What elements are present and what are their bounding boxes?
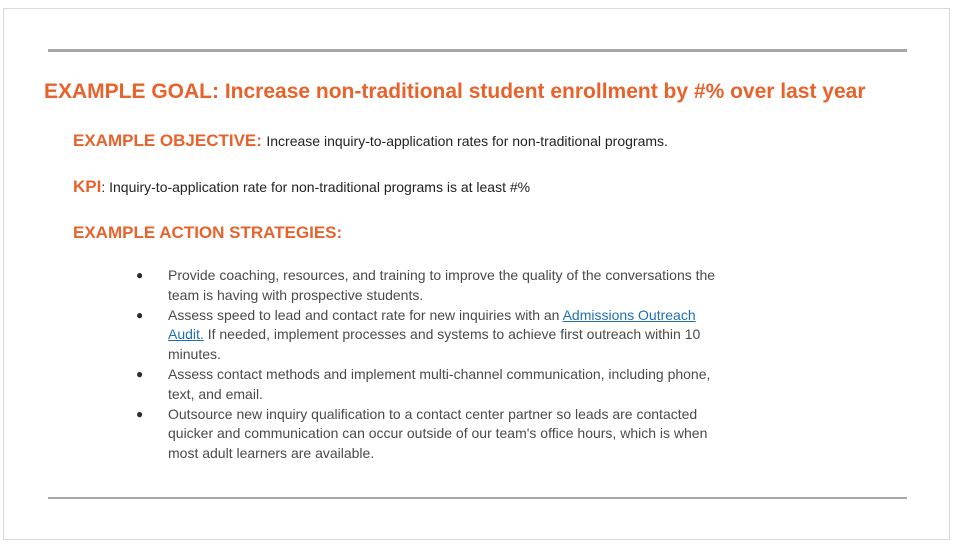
strategy-text-after: If needed, implement processes and systems to achieve first outreach within 10 minutes. (168, 326, 701, 363)
strategy-text: Assess contact methods and implement multi-channel communication, including phone, text, and email. (168, 365, 711, 402)
bullet-icon: ● (136, 366, 144, 381)
list-item (136, 405, 728, 464)
strategy-text: Outsource new inquiry qualification to a contact center partner so leads are contacted quicker and communication can occur outside of our team's office hours, which is when most adult learners are available. (168, 405, 708, 462)
kpi-line (73, 177, 530, 197)
objective-text: Increase inquiry-to-application rates for non-traditional programs. (266, 133, 668, 149)
top-divider (48, 49, 907, 52)
strategy-text-before: Assess speed to lead and contact rate for new inquiries with an (168, 306, 563, 323)
bullet-icon: ● (136, 406, 144, 421)
goal-heading: EXAMPLE GOAL: Increase non-traditional student enrollment by #% over last year (44, 80, 866, 103)
list-item (136, 306, 728, 365)
strategies-heading: EXAMPLE ACTION STRATEGIES: (73, 223, 343, 242)
strategy-text: Provide coaching, resources, and training to improve the quality of the conversations the team is having with prospective students. (168, 267, 716, 303)
kpi-label: KPI (73, 177, 102, 196)
objective-label: EXAMPLE OBJECTIVE: (73, 131, 262, 150)
list-item (136, 365, 728, 405)
list-item (136, 266, 728, 306)
kpi-text: : Inquiry-to-application rate for non-traditional programs is at least #% (101, 179, 531, 195)
bottom-divider (48, 497, 907, 499)
strategies-list (136, 266, 728, 464)
objective-line (73, 131, 668, 151)
bullet-icon: ● (136, 307, 144, 322)
bullet-icon: ● (136, 268, 144, 282)
admissions-outreach-audit-link[interactable]: Admissions Outreach Audit. (168, 306, 696, 343)
